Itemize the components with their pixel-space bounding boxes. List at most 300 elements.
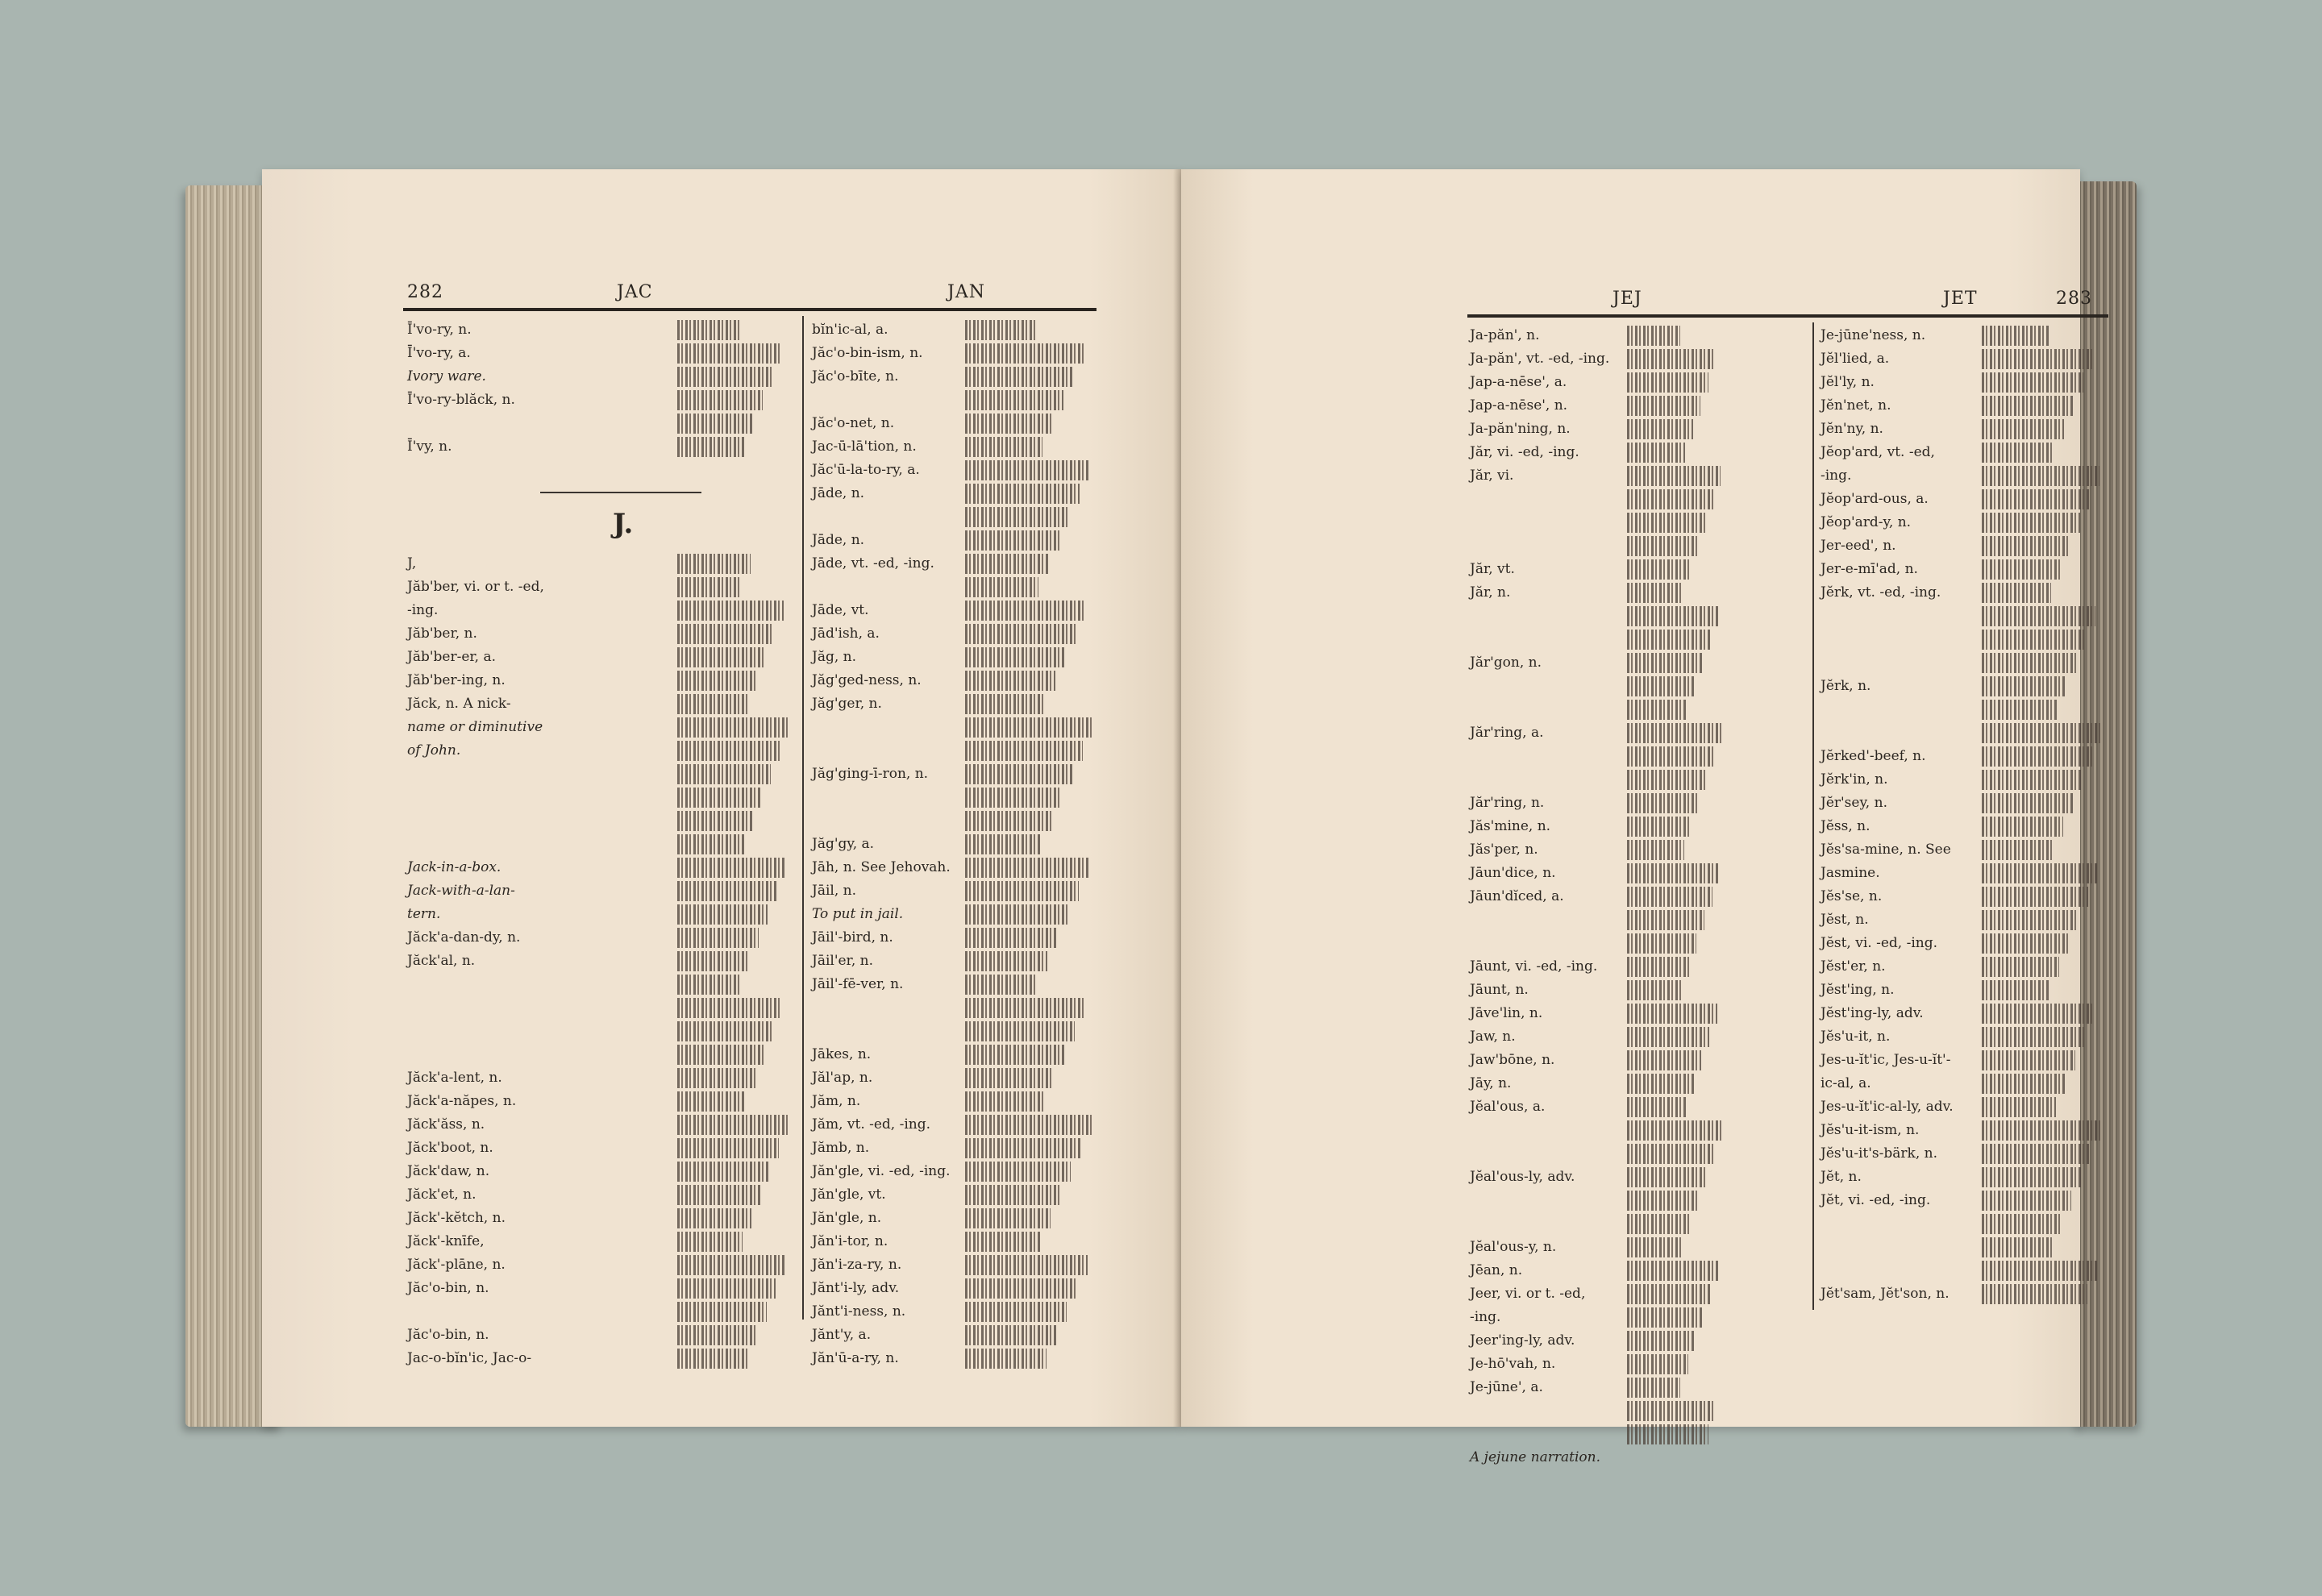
japanese-definition-glyphs (1627, 1167, 1706, 1187)
headword: Jĕst, vi. -ed, -ing. (1821, 935, 1937, 951)
headword: Jĕal'ous-ly, adv. (1470, 1169, 1575, 1185)
headword: Jăb'ber, n. (407, 626, 477, 642)
headword: Jăn'gle, n. (812, 1210, 882, 1226)
japanese-definition-glyphs (1982, 1261, 2097, 1281)
dictionary-entry (407, 1300, 794, 1324)
japanese-definition-glyphs (1627, 489, 1713, 509)
dictionary-entry (812, 786, 1094, 809)
dictionary-entry (407, 950, 794, 973)
dictionary-entry (1821, 488, 2103, 511)
headword: Jĕst'ing-ly, adv. (1821, 1005, 1924, 1021)
dictionary-entry (407, 318, 794, 342)
dictionary-entry (1470, 441, 1804, 464)
japanese-definition-glyphs (677, 1185, 761, 1205)
left-page-number: 282 (407, 282, 443, 302)
dictionary-entry (812, 318, 1094, 342)
japanese-definition-glyphs (1982, 419, 2064, 439)
dictionary-entry (1821, 1142, 2103, 1166)
headword: Jāde, vt. -ed, -ing. (812, 555, 934, 571)
japanese-definition-glyphs (1627, 1354, 1688, 1374)
japanese-definition-glyphs (965, 601, 1086, 621)
japanese-definition-glyphs (677, 554, 751, 574)
dictionary-entry (812, 1066, 1094, 1090)
headword: Jĕs'se, n. (1821, 888, 1883, 904)
dictionary-entry (812, 1160, 1094, 1183)
dictionary-entry (1821, 418, 2103, 441)
headword: Jer-eed', n. (1821, 538, 1896, 554)
dictionary-entry (812, 996, 1094, 1020)
dictionary-entry (1470, 1353, 1804, 1376)
japanese-definition-glyphs (965, 367, 1073, 387)
right-header-guide-2: JET (1943, 289, 1978, 309)
headword: Ī'vy, n. (407, 438, 452, 455)
headword: Jăb'ber-er, a. (407, 649, 496, 665)
dictionary-entry (1821, 394, 2103, 418)
japanese-definition-glyphs (1627, 653, 1703, 673)
dictionary-entry (812, 1230, 1094, 1253)
japanese-definition-glyphs (1627, 326, 1680, 346)
dictionary-entry (812, 365, 1094, 389)
headword: Jăck'a-năpes, n. (407, 1093, 517, 1109)
dictionary-entry (1821, 1025, 2103, 1049)
dictionary-entry (407, 1324, 794, 1347)
dictionary-entry (407, 903, 794, 926)
headword: Jăg'ging-ī-ron, n. (812, 766, 929, 782)
japanese-definition-glyphs (677, 1162, 770, 1182)
japanese-definition-glyphs (1627, 887, 1712, 907)
headword: Jĕn'ny, n. (1821, 421, 1883, 437)
dictionary-entry (812, 1183, 1094, 1207)
headword: Jăg'gy, a. (812, 836, 875, 852)
dictionary-entry (1470, 1212, 1804, 1236)
japanese-definition-glyphs (677, 694, 747, 714)
japanese-definition-glyphs (677, 1045, 764, 1065)
dictionary-entry (1470, 651, 1804, 675)
headword: Jack-in-a-box. (407, 859, 501, 875)
japanese-definition-glyphs (1982, 443, 2054, 463)
dictionary-entry (812, 389, 1094, 412)
dictionary-entry (1470, 1446, 1804, 1469)
headword: tern. (407, 906, 441, 922)
headword: Jĕn'net, n. (1821, 397, 1891, 414)
japanese-definition-glyphs (1627, 1307, 1704, 1328)
dictionary-entry (1470, 979, 1804, 1002)
dictionary-entry (407, 926, 794, 950)
dictionary-entry (812, 1324, 1094, 1347)
japanese-definition-glyphs (1982, 1004, 2095, 1024)
left-column-divider (802, 316, 804, 1320)
headword: To put in jail. (812, 906, 904, 922)
dictionary-entry (1821, 464, 2103, 488)
japanese-definition-glyphs (1627, 1050, 1701, 1070)
dictionary-entry (407, 692, 794, 716)
headword: Jāy, n. (1470, 1075, 1512, 1091)
dictionary-entry (1470, 1142, 1804, 1166)
headword: Jăm, vt. -ed, -ing. (812, 1116, 931, 1133)
dictionary-entry (1470, 394, 1804, 418)
dictionary-entry (407, 1090, 794, 1113)
dictionary-entry (1821, 511, 2103, 534)
right-page (1181, 169, 2092, 1465)
dictionary-entry (1470, 1072, 1804, 1095)
headword: Jāve'lin, n. (1470, 1005, 1543, 1021)
headword: Jaw'bōne, n. (1470, 1052, 1555, 1068)
headword: Jănt'y, a. (812, 1327, 872, 1343)
dictionary-entry (1470, 955, 1804, 979)
japanese-definition-glyphs (1982, 1214, 2062, 1234)
headword: Jāde, n. (812, 485, 865, 501)
dictionary-entry (812, 692, 1094, 716)
japanese-definition-glyphs (965, 1302, 1067, 1322)
right-column-1 (1470, 324, 1804, 1469)
japanese-definition-glyphs (1627, 817, 1692, 837)
right-column-2 (1821, 324, 2103, 1306)
japanese-definition-glyphs (677, 577, 742, 597)
dictionary-entry (407, 856, 794, 879)
japanese-definition-glyphs (1982, 840, 2054, 860)
headword: Jāun'dĭced, a. (1470, 888, 1564, 904)
headword: Jăr, vt. (1470, 561, 1515, 577)
headword: Jăck'al, n. (407, 953, 476, 969)
japanese-definition-glyphs (965, 904, 1068, 925)
dictionary-entry (1821, 955, 2103, 979)
dictionary-entry (1821, 979, 2103, 1002)
dictionary-entry (812, 1300, 1094, 1324)
dictionary-entry (1821, 324, 2103, 347)
dictionary-entry (812, 459, 1094, 482)
dictionary-entry (812, 1277, 1094, 1300)
headword: Ja-păn', n. (1470, 327, 1540, 343)
headword: Jĕs'u-it, n. (1821, 1029, 1891, 1045)
headword: Jăck'-plāne, n. (407, 1257, 506, 1273)
headword: Jăc'o-bin, n. (407, 1327, 489, 1343)
headword: Jăg, n. (812, 649, 856, 665)
japanese-definition-glyphs (1627, 957, 1689, 977)
dictionary-entry (1470, 628, 1804, 651)
headword: Jāh, n. See Jehovah. (812, 859, 951, 875)
headword: Jac-ū-lā'tion, n. (812, 438, 917, 455)
dictionary-entry (407, 1066, 794, 1090)
right-header-rule (1467, 314, 2108, 318)
japanese-definition-glyphs (1982, 1284, 2087, 1304)
dictionary-entry (1470, 698, 1804, 721)
headword: Jĕal'ous, a. (1470, 1099, 1546, 1115)
japanese-definition-glyphs (677, 928, 759, 948)
dictionary-entry (1821, 1119, 2103, 1142)
japanese-definition-glyphs (965, 624, 1076, 644)
headword: Jăck'boot, n. (407, 1140, 493, 1156)
dictionary-entry (407, 552, 794, 576)
japanese-definition-glyphs (677, 834, 744, 854)
japanese-definition-glyphs (1982, 396, 2074, 416)
dictionary-entry (812, 435, 1094, 459)
dictionary-entry (812, 1137, 1094, 1160)
japanese-definition-glyphs (677, 858, 785, 878)
japanese-definition-glyphs (965, 834, 1041, 854)
japanese-definition-glyphs (677, 647, 765, 667)
dictionary-entry (1470, 1282, 1804, 1306)
dictionary-entry (1821, 1189, 2103, 1212)
japanese-definition-glyphs (965, 437, 1042, 457)
dictionary-entry (1821, 651, 2103, 675)
dictionary-entry (1821, 1259, 2103, 1282)
japanese-definition-glyphs (1982, 1074, 2066, 1094)
japanese-definition-glyphs (1982, 326, 2049, 346)
headword: Jăn'i-tor, n. (812, 1233, 888, 1249)
dictionary-entry (407, 576, 794, 599)
japanese-definition-glyphs (965, 1138, 1081, 1158)
japanese-definition-glyphs (965, 1232, 1040, 1252)
japanese-definition-glyphs (677, 1208, 751, 1228)
japanese-definition-glyphs (677, 624, 774, 644)
headword: A jejune narration. (1470, 1449, 1600, 1465)
japanese-definition-glyphs (965, 320, 1036, 340)
dictionary-entry (812, 505, 1094, 529)
dictionary-entry (1470, 862, 1804, 885)
headword: Jāil'-bird, n. (812, 929, 893, 946)
japanese-definition-glyphs (965, 998, 1085, 1018)
right-column-divider (1812, 322, 1814, 1310)
japanese-definition-glyphs (965, 764, 1072, 784)
right-page-number: 283 (2056, 289, 2092, 309)
dictionary-entry (407, 879, 794, 903)
headword: Jĕs'u-it-ism, n. (1821, 1122, 1920, 1138)
headword: Jăck'-knīfe, (407, 1233, 485, 1249)
japanese-definition-glyphs (1627, 1401, 1716, 1421)
headword: Jack-with-a-lan- (407, 883, 515, 899)
japanese-definition-glyphs (1627, 559, 1690, 580)
japanese-definition-glyphs (1627, 980, 1681, 1000)
headword: Jāde, n. (812, 532, 865, 548)
left-column-1 (407, 318, 794, 1370)
japanese-definition-glyphs (677, 1115, 788, 1135)
japanese-definition-glyphs (1627, 1097, 1686, 1117)
dictionary-entry (407, 435, 794, 459)
headword: Jĕrk, vt. -ed, -ing. (1821, 584, 1941, 601)
dictionary-entry (1470, 908, 1804, 932)
japanese-definition-glyphs (965, 460, 1090, 480)
dictionary-entry (812, 412, 1094, 435)
headword: bĭn'ic-al, a. (812, 322, 888, 338)
headword: Jăc'ū-la-to-ry, a. (812, 462, 920, 478)
dictionary-entry (1821, 371, 2103, 394)
japanese-definition-glyphs (1982, 1050, 2075, 1070)
dictionary-entry (407, 389, 794, 412)
dictionary-entry (1470, 768, 1804, 792)
headword: Ī'vo-ry, n. (407, 322, 472, 338)
dictionary-entry (407, 1160, 794, 1183)
dictionary-entry (812, 669, 1094, 692)
japanese-definition-glyphs (965, 1162, 1071, 1182)
headword: Jĕs'u-it's-bärk, n. (1821, 1145, 1937, 1162)
dictionary-entry (1821, 1049, 2103, 1072)
dictionary-entry (1470, 605, 1804, 628)
japanese-definition-glyphs (1627, 1331, 1696, 1351)
dictionary-entry (812, 763, 1094, 786)
dictionary-entry (1470, 1002, 1804, 1025)
japanese-definition-glyphs (965, 1349, 1047, 1369)
japanese-definition-glyphs (965, 1068, 1054, 1088)
japanese-definition-glyphs (677, 998, 782, 1018)
headword: Jănt'i-ness, n. (812, 1303, 906, 1320)
headword: Jăck, n. A nick- (407, 696, 511, 712)
dictionary-entry (1470, 464, 1804, 488)
dictionary-entry (812, 342, 1094, 365)
headword: ic-al, a. (1821, 1075, 1871, 1091)
left-page (262, 169, 1181, 1427)
japanese-definition-glyphs (677, 437, 745, 457)
japanese-definition-glyphs (1982, 770, 2083, 790)
japanese-definition-glyphs (677, 1138, 779, 1158)
headword: Jăn'gle, vt. (812, 1187, 886, 1203)
japanese-definition-glyphs (965, 951, 1047, 971)
dictionary-entry (812, 809, 1094, 833)
japanese-definition-glyphs (1982, 559, 2061, 580)
japanese-definition-glyphs (1982, 676, 2066, 696)
japanese-definition-glyphs (677, 1255, 784, 1275)
japanese-definition-glyphs (1982, 1120, 2100, 1141)
dictionary-entry (1470, 1049, 1804, 1072)
dictionary-entry (1470, 1119, 1804, 1142)
headword: Jĕt, n. (1821, 1169, 1862, 1185)
dictionary-entry (1470, 511, 1804, 534)
headword: Jăb'ber-ing, n. (407, 672, 506, 688)
dictionary-entry (1470, 558, 1804, 581)
japanese-definition-glyphs (1627, 1074, 1694, 1094)
japanese-definition-glyphs (1627, 372, 1708, 393)
japanese-definition-glyphs (1627, 1237, 1683, 1257)
headword: Jăm, n. (812, 1093, 861, 1109)
headword: Jănt'i-ly, adv. (812, 1280, 900, 1296)
left-header-guide-1: JAC (617, 282, 653, 302)
dictionary-entry (812, 739, 1094, 763)
headword: Jăc'o-bin, n. (407, 1280, 489, 1296)
dictionary-entry (1821, 1282, 2103, 1306)
headword: Jes-u-ĭt'ic, Jes-u-ĭt'- (1821, 1052, 1951, 1068)
dictionary-entry (407, 1207, 794, 1230)
japanese-definition-glyphs (965, 928, 1058, 948)
headword: Jāil, n. (812, 883, 856, 899)
headword: Jāil'er, n. (812, 953, 873, 969)
japanese-definition-glyphs (1982, 349, 2093, 369)
dictionary-entry (1470, 1259, 1804, 1282)
dictionary-entry (407, 1253, 794, 1277)
japanese-definition-glyphs (1627, 1120, 1722, 1141)
headword: Jăs'per, n. (1470, 842, 1538, 858)
headword: Jac-o-bĭn'ic, Jac-o- (407, 1350, 532, 1366)
dictionary-entry (407, 973, 794, 996)
headword: Jĕrk'in, n. (1821, 771, 1888, 788)
japanese-definition-glyphs (1627, 1284, 1711, 1304)
headword: Jăg'ged-ness, n. (812, 672, 922, 688)
japanese-definition-glyphs (965, 671, 1055, 691)
japanese-definition-glyphs (1982, 606, 2095, 626)
japanese-definition-glyphs (1627, 419, 1693, 439)
dictionary-entry (812, 576, 1094, 599)
dictionary-entry (812, 1347, 1094, 1370)
headword: Jāun'dice, n. (1470, 865, 1556, 881)
dictionary-entry (1821, 534, 2103, 558)
japanese-definition-glyphs (1627, 1378, 1680, 1398)
dictionary-entry (1470, 792, 1804, 815)
japanese-definition-glyphs (965, 1278, 1077, 1299)
headword: Jăck'a-dan-dy, n. (407, 929, 521, 946)
dictionary-entry (407, 1183, 794, 1207)
headword: Jes-u-ĭt'ic-al-ly, adv. (1821, 1099, 1954, 1115)
dictionary-entry (1821, 1236, 2103, 1259)
japanese-definition-glyphs (1627, 466, 1721, 486)
headword: Ivory ware. (407, 368, 486, 384)
headword: Jasmine. (1821, 865, 1880, 881)
japanese-definition-glyphs (1982, 653, 2076, 673)
japanese-definition-glyphs (677, 1278, 776, 1299)
dictionary-entry (1470, 1095, 1804, 1119)
japanese-definition-glyphs (1627, 863, 1720, 883)
headword: Jĕl'ly, n. (1821, 374, 1875, 390)
left-header-rule (403, 308, 1096, 311)
dictionary-entry (1470, 1236, 1804, 1259)
left-column-2 (812, 318, 1094, 1370)
japanese-definition-glyphs (1982, 746, 2092, 767)
headword: Jāunt, n. (1470, 982, 1529, 998)
headword: Jĕst'er, n. (1821, 958, 1886, 975)
dictionary-entry (1470, 324, 1804, 347)
headword: Jĕt'sam, Jĕt'son, n. (1821, 1286, 1950, 1302)
dictionary-entry (812, 926, 1094, 950)
headword: Jăb'ber, vi. or t. -ed, (407, 579, 544, 595)
japanese-definition-glyphs (1982, 1191, 2071, 1211)
dictionary-entry (407, 786, 794, 809)
japanese-definition-glyphs (677, 601, 784, 621)
japanese-definition-glyphs (1627, 910, 1704, 930)
japanese-definition-glyphs (1627, 746, 1715, 767)
japanese-definition-glyphs (1982, 583, 2051, 603)
japanese-definition-glyphs (677, 320, 739, 340)
dictionary-entry (1470, 1376, 1804, 1399)
headword: Jăc'o-net, n. (812, 415, 895, 431)
dictionary-entry (812, 903, 1094, 926)
japanese-definition-glyphs (1627, 933, 1696, 954)
japanese-definition-glyphs (965, 1208, 1051, 1228)
japanese-definition-glyphs (965, 788, 1062, 808)
dictionary-entry (1821, 815, 2103, 838)
headword: -ing. (1821, 468, 1852, 484)
japanese-definition-glyphs (677, 671, 756, 691)
dictionary-entry (407, 1230, 794, 1253)
dictionary-entry (407, 809, 794, 833)
japanese-definition-glyphs (1982, 1237, 2052, 1257)
japanese-definition-glyphs (1982, 536, 2070, 556)
dictionary-entry (1821, 908, 2103, 932)
dictionary-entry (812, 646, 1094, 669)
headword: Jād'ish, a. (812, 626, 880, 642)
japanese-definition-glyphs (965, 717, 1092, 738)
dictionary-entry (1470, 885, 1804, 908)
japanese-definition-glyphs (677, 951, 750, 971)
headword: Jĕss, n. (1821, 818, 1870, 834)
japanese-definition-glyphs (677, 811, 753, 831)
headword: -ing. (407, 602, 439, 618)
japanese-definition-glyphs (677, 881, 776, 901)
japanese-definition-glyphs (1982, 887, 2088, 907)
dictionary-entry (1821, 698, 2103, 721)
japanese-definition-glyphs (1627, 1261, 1719, 1281)
japanese-definition-glyphs (965, 1091, 1044, 1112)
dictionary-entry (1821, 581, 2103, 605)
japanese-definition-glyphs (1627, 536, 1698, 556)
japanese-definition-glyphs (677, 1302, 767, 1322)
dictionary-entry (1821, 558, 2103, 581)
